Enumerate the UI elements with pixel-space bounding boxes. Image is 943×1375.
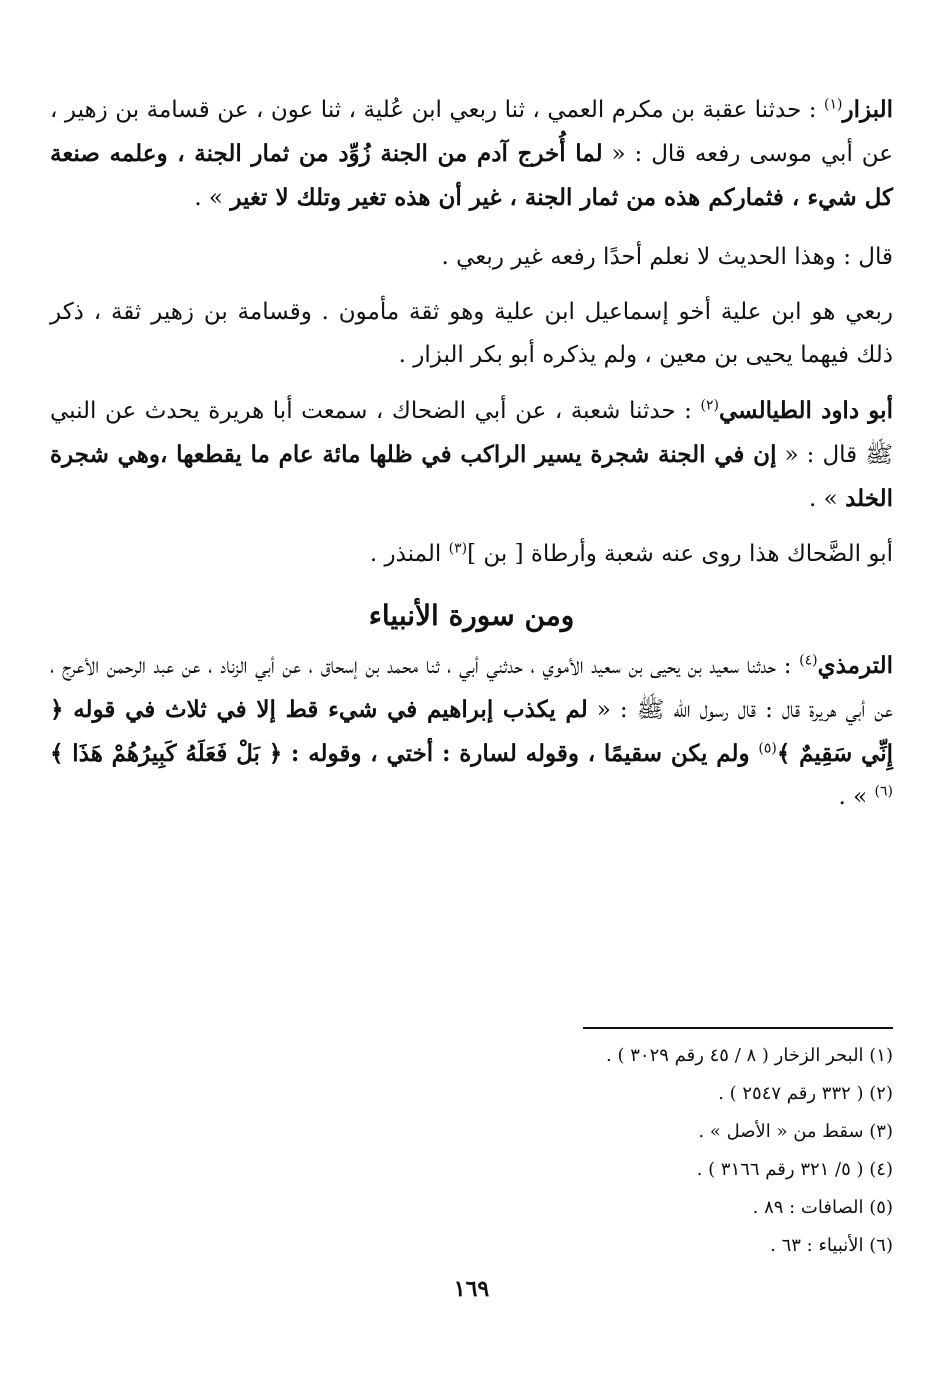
footnote-6: (٦) الأنبياء : ٦٣ . — [770, 1235, 893, 1256]
footnote-ref: (٣) — [448, 540, 468, 557]
section-heading: ومن سورة الأنبياء — [368, 599, 575, 632]
paragraph-bazzar — [50, 88, 893, 220]
quote-close: » . — [838, 784, 875, 810]
paragraph-narrators: ربعي هو ابن علية أخو إسماعيل ابن علية وهو ثقة مأمون . وقسامة بن زهير ثقة ، ذكر ذلك فيهما يحيى بن معين ، ولم يذكره أبو بكر البزار . — [50, 299, 893, 368]
hadith-quote-cont: ولم يكن سقيمًا ، وقوله لسارة : أختي ، وقوله : ﴿ بَلْ فَعَلَهُ كَبِيرُهُمْ هَذَا ﴾ — [50, 740, 759, 767]
quote-close: » . — [809, 486, 846, 512]
source-name: الترمذي — [817, 652, 893, 679]
comment-text: أبو الضَّحاك هذا روى عنه شعبة وأرطاة [ بن ] — [467, 541, 893, 567]
footnote-ref: (١) — [824, 96, 843, 113]
hadith-quote: إن في الجنة شجرة يسير الراكب في ظلها مائة عام ما يقطعها ،وهي شجرة الخلد — [50, 441, 893, 512]
footnote-4: (٤) ( ٥/ ٣٢١ رقم ٣١٦٦ ) . — [696, 1159, 893, 1180]
source-name: البزار — [842, 96, 893, 123]
chain-text: : حدثنا سعيد بن يحيى بن سعيد الأموي ، حدثني أبي ، ثنا محمد بن إسحاق ، عن أبي الزناد ، عن عبد الرحمن الأعرج ، عن أبي هريرة قال : قال رسول الله ﷺ : « — [50, 653, 893, 723]
footnote-ref: (٢) — [700, 397, 719, 414]
comment-text-end: المنذر . — [369, 541, 449, 567]
footnote-5: (٥) الصافات : ٨٩ . — [752, 1197, 893, 1218]
paragraph-tayalisi — [50, 389, 893, 521]
footnotes — [50, 1027, 893, 1265]
footnote-ref: (٦) — [874, 783, 893, 800]
chain-text: : حدثنا شعبة ، عن أبي الضحاك ، سمعت أبا هريرة يحدث عن النبي ﷺ قال : « — [50, 398, 893, 468]
quote-close: » . — [194, 185, 231, 211]
footnote-1: (١) البحر الزخار ( ٨ / ٤٥ رقم ٣٠٢٩ ) . — [606, 1045, 893, 1066]
footnote-3: (٣) سقط من « الأصل » . — [698, 1121, 893, 1142]
footnote-divider — [583, 1027, 893, 1029]
source-name: أبو داود الطيالسي — [718, 397, 893, 424]
footnote-ref: (٤) — [799, 652, 818, 669]
paragraph-dahhak — [50, 533, 893, 576]
footnote-ref: (٥) — [758, 740, 777, 757]
hadith-quote: لما أُخرج آدم من الجنة زُوِّد من ثمار الجنة ، وعلمه صنعة كل شيء ، فثماركم هذه من ثمار الجنة ، غير أن هذه تغير وتلك لا تغير — [50, 140, 893, 211]
hadith-quote: لم يكذب إبراهيم في شيء قط إلا في ثلاث في قوله ﴿ إِنِّي سَقِيمٌ ﴾ — [50, 696, 893, 767]
paragraph-tirmidhi — [50, 644, 893, 819]
paragraph-comment: قال : وهذا الحديث لا نعلم أحدًا رفعه غير ربعي . — [441, 244, 893, 270]
page-number: ١٦٩ — [453, 1276, 490, 1302]
chain-text: : حدثنا عقبة بن مكرم العمي ، ثنا ربعي ابن عُلية ، ثنا عون ، عن قسامة بن زهير ، عن أبي موسى رفعه قال : « — [50, 97, 894, 167]
footnote-2: (٢) ( ٣٣٢ رقم ٢٥٤٧ ) . — [718, 1083, 893, 1104]
